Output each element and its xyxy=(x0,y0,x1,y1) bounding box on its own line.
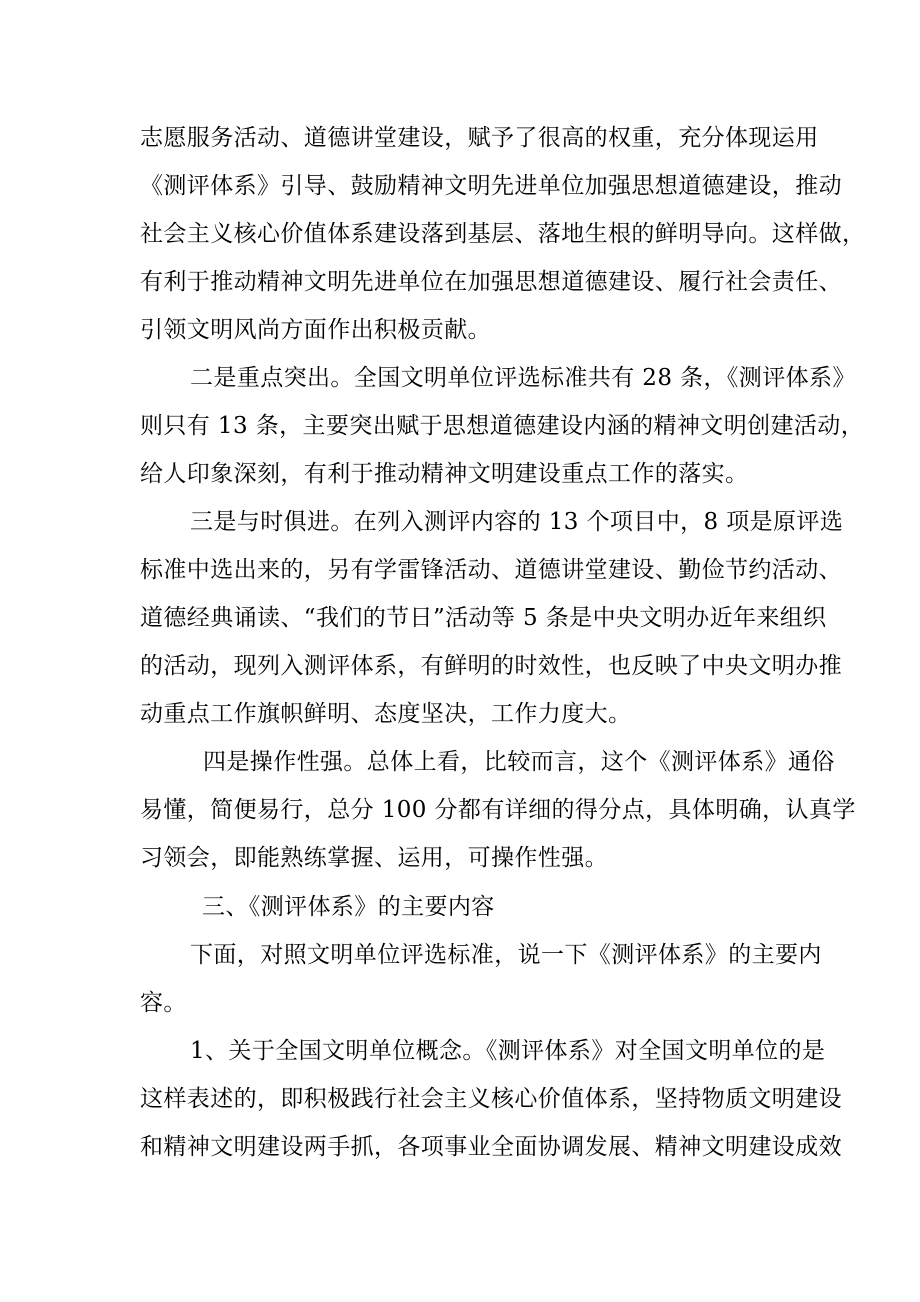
text-line: 给人印象深刻，有利于推动精神文明建设重点工作的落实。 xyxy=(140,461,749,487)
paragraph-start: 三是与时俱进。在列入测评内容的 13 个项目中，8 项是原评选 xyxy=(190,509,844,535)
text-line: 社会主义核心价值体系建设落到基层、落地生根的鲜明导向。这样做， xyxy=(140,221,866,247)
paragraph-start: 下面，对照文明单位评选标准，说一下《测评体系》的主要内 xyxy=(190,942,822,968)
paragraph-start: 二是重点突出。全国文明单位评选标准共有 28 条，《测评体系》 xyxy=(190,365,856,391)
text-line: 和精神文明建设两手抓，各项事业全面协调发展、精神文明建设成效 xyxy=(140,1134,842,1160)
text-line: 道德经典诵读、“我们的节日”活动等 5 条是中央文明办近年来组织 xyxy=(140,605,827,631)
paragraph-start: 1、关于全国文明单位概念。《测评体系》对全国文明单位的是 xyxy=(190,1038,826,1064)
text-line: 《测评体系》引导、鼓励精神文明先进单位加强思想道德建设，推动 xyxy=(140,173,842,199)
text-line: 引领文明风尚方面作出积极贡献。 xyxy=(140,317,491,343)
text-line: 易懂，简便易行，总分 100 分都有详细的得分点，具体明确，认真学 xyxy=(140,797,856,823)
text-line: 则只有 13 条，主要突出赋于思想道德建设内涵的精神文明创建活动， xyxy=(140,413,865,439)
text-line: 这样表述的，即积极践行社会主义核心价值体系，坚持物质文明建设 xyxy=(140,1086,842,1112)
text-line: 志愿服务活动、道德讲堂建设，赋予了很高的权重，充分体现运用 xyxy=(140,125,819,151)
text-line: 习领会，即能熟练掌握、运用，可操作性强。 xyxy=(140,845,608,871)
text-line: 容。 xyxy=(140,990,187,1016)
text-line: 的活动，现列入测评体系，有鲜明的时效性，也反映了中央文明办推 xyxy=(140,653,842,679)
text-line: 有利于推动精神文明先进单位在加强思想道德建设、履行社会责任、 xyxy=(140,269,842,295)
paragraph-start: 四是操作性强。总体上看，比较而言，这个《测评体系》通俗 xyxy=(203,749,835,775)
section-heading: 三、《测评体系》的主要内容 xyxy=(202,894,495,920)
text-line: 标准中选出来的，另有学雷锋活动、道德讲堂建设、勤俭节约活动、 xyxy=(140,557,842,583)
text-line: 动重点工作旗帜鲜明、态度坚决，工作力度大。 xyxy=(140,701,632,727)
